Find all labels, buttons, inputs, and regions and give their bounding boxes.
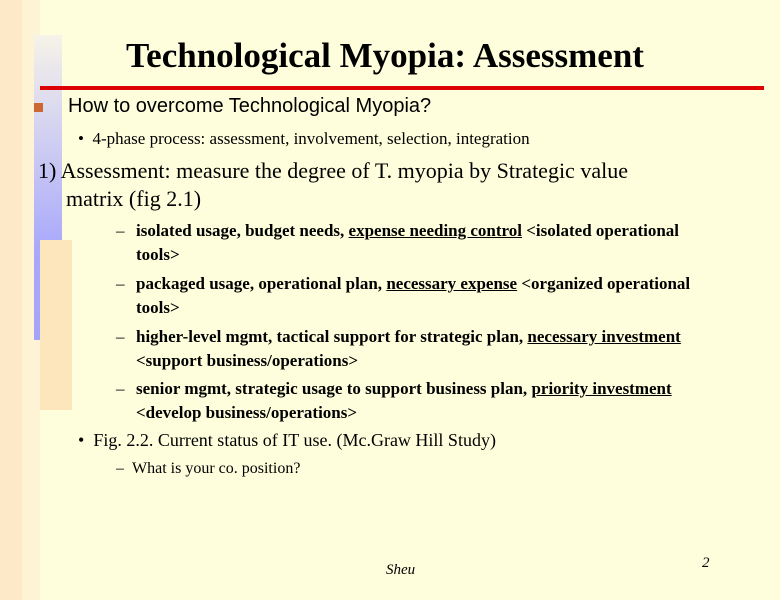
round-bullet-icon: • [78, 129, 93, 148]
list-item-text [116, 272, 716, 320]
list-item-text [116, 325, 716, 373]
round-bullet-icon: • [78, 430, 94, 450]
position-question [116, 460, 300, 478]
main-question: How to overcome Technological Myopia? [68, 95, 432, 117]
item-lead: higher-level mgmt, tactical support for strategic plan, [136, 327, 528, 346]
item-lead: packaged usage, operational plan, [136, 274, 387, 293]
list-item [116, 272, 716, 320]
figure-note-text: Fig. 2.2. Current status of IT use. (Mc.Graw Hill Study) [93, 430, 496, 450]
dash-bullet-icon: – [116, 379, 125, 398]
dash-bullet-icon: – [116, 327, 125, 346]
title-underline [40, 86, 764, 90]
item-tail: <organized operational tools> [136, 274, 691, 317]
list-item [116, 219, 716, 267]
position-question-text: What is your co. position? [132, 460, 301, 477]
dash-bullet-icon: – [116, 221, 125, 240]
orange-bar-decoration [40, 240, 72, 410]
item-emphasis: necessary expense [386, 274, 518, 293]
item-emphasis: priority investment [531, 379, 672, 398]
item-tail: <support business/operations> [136, 351, 359, 370]
slide-title: Technological Myopia: Assessment [126, 36, 644, 75]
list-item [116, 325, 716, 373]
item-lead: senior mgmt, strategic usage to support business plan, [136, 379, 532, 398]
assessment-heading-line2: matrix (fig 2.1) [66, 186, 202, 211]
item-emphasis: necessary investment [527, 327, 681, 346]
assessment-heading [38, 157, 718, 213]
list-item [116, 377, 716, 425]
item-emphasis: expense needing control [348, 221, 522, 240]
figure-note [78, 430, 496, 451]
item-tail: <isolated operational tools> [136, 221, 680, 264]
assessment-heading-line1: 1) Assessment: measure the degree of T. myopia by Strategic value [38, 158, 628, 183]
dash-bullet-icon: – [116, 274, 125, 293]
dash-bullet-icon: – [116, 460, 132, 477]
footer-author: Sheu [386, 562, 416, 578]
square-bullet-icon [34, 103, 43, 112]
process-text: 4-phase process: assessment, involvement, selection, integration [92, 129, 530, 148]
item-lead: isolated usage, budget needs, [136, 221, 349, 240]
list-item-text [116, 219, 716, 267]
process-bullet [78, 129, 530, 149]
item-tail: <develop business/operations> [136, 403, 358, 422]
list-item-text [116, 377, 716, 425]
page-number: 2 [702, 555, 710, 571]
